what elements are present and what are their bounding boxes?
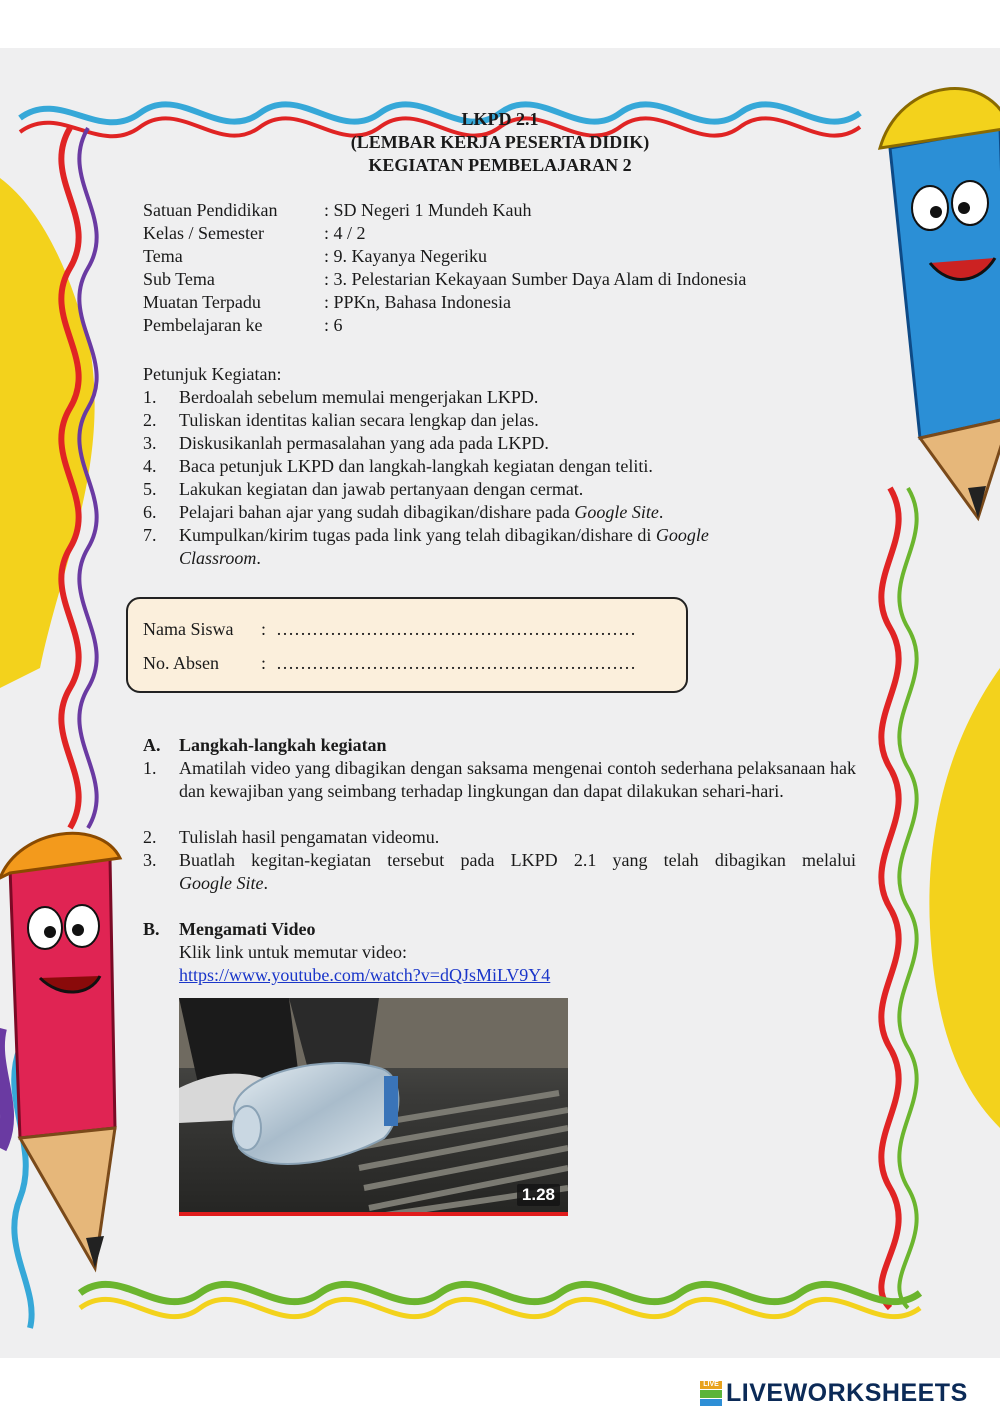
video-thumbnail-image xyxy=(179,998,568,1216)
instruction-text: Kumpulkan/kirim tugas pada link yang telah dibagikan/dishare di xyxy=(179,525,652,545)
identity-value: : 9. Kayanya Negeriku xyxy=(324,246,487,266)
instruction-text: Tuliskan identitas kalian secara lengkap dan jelas. xyxy=(179,410,539,430)
instruction-number: 6. xyxy=(143,502,157,522)
instruction-number: 3. xyxy=(143,433,157,453)
frame-right-wave xyxy=(881,488,898,1308)
identity-value: : 6 xyxy=(324,315,343,335)
instruction-number: 5. xyxy=(143,479,157,499)
identity-value: : PPKn, Bahasa Indonesia xyxy=(324,292,511,312)
identity-value: : SD Negeri 1 Mundeh Kauh xyxy=(324,200,532,220)
absen-colon: : xyxy=(261,653,267,673)
name-field[interactable]: …………………………………………………… xyxy=(276,619,636,639)
identity-value: : 4 / 2 xyxy=(324,223,366,243)
identity-label: Sub Tema xyxy=(143,269,215,289)
frame-bottom-wave xyxy=(80,1284,920,1301)
frame-bottom-wave-2 xyxy=(80,1299,920,1316)
step-italic: Google Site xyxy=(179,873,264,893)
identity-label: Tema xyxy=(143,246,183,266)
instruction-italic: Google Site xyxy=(574,502,659,522)
video-link[interactable]: https://www.youtube.com/watch?v=dQJsMiLV9Y4 xyxy=(179,965,551,985)
liveworksheets-badge-icon xyxy=(700,1380,722,1406)
step-item-cont xyxy=(179,872,268,895)
section-b-subtitle: Klik link untuk memutar video: xyxy=(179,942,407,962)
student-info-box xyxy=(126,597,688,693)
instruction-number: 2. xyxy=(143,410,157,430)
identity-label: Kelas / Semester xyxy=(143,223,264,243)
badge-text: LIVE xyxy=(700,1381,722,1389)
liveworksheets-logo[interactable] xyxy=(700,1378,968,1408)
identity-label: Satuan Pendidikan xyxy=(143,200,278,220)
section-b-title: Mengamati Video xyxy=(179,919,316,939)
instruction-italic: Classroom xyxy=(179,548,257,568)
title-lkpd: LKPD 2.1 xyxy=(461,109,539,129)
instruction-item xyxy=(179,524,709,547)
instruction-number: 4. xyxy=(143,456,157,476)
absen-label: No. Absen xyxy=(143,653,219,673)
step-text: Amatilah video yang dibagikan dengan saksama mengenai contoh sederhana pelaksanaan hak dan kewajiban yang seimbang terhadap lingkungan dan dapat dilakukan sehari-hari. xyxy=(179,758,856,801)
name-label: Nama Siswa xyxy=(143,619,234,639)
instruction-text: Pelajari bahan ajar yang sudah dibagikan/dishare pada xyxy=(179,502,570,522)
name-colon: : xyxy=(261,619,267,639)
instruction-number: 7. xyxy=(143,525,157,545)
section-a-title: Langkah-langkah kegiatan xyxy=(179,735,387,755)
step-number: 3. xyxy=(143,850,157,870)
step-text: Buatlah kegitan-kegiatan tersebut pada LKPD 2.1 yang telah dibagikan melalui xyxy=(179,850,856,870)
step-text: Tulislah hasil pengamatan videomu. xyxy=(179,827,440,847)
frame-right-wave-2 xyxy=(899,488,916,1308)
absen-field[interactable]: …………………………………………………… xyxy=(276,653,636,673)
instruction-italic: Google xyxy=(655,525,709,545)
instruction-item-cont xyxy=(179,547,261,570)
section-a-letter: A. xyxy=(143,735,161,755)
instruction-text: Diskusikanlah permasalahan yang ada pada LKPD. xyxy=(179,433,549,453)
instruction-tail: . xyxy=(256,548,261,568)
step-tail: . xyxy=(263,873,268,893)
identity-value: : 3. Pelestarian Kekayaan Sumber Daya Alam di Indonesia xyxy=(324,269,747,289)
title-lembar-kerja: (LEMBAR KERJA PESERTA DIDIK) xyxy=(350,132,650,152)
instruction-text: Baca petunjuk LKPD dan langkah-langkah kegiatan dengan teliti. xyxy=(179,456,653,476)
video-thumbnail[interactable] xyxy=(179,998,568,1216)
instruction-number: 1. xyxy=(143,387,157,407)
logo-text: LIVEWORKSHEETS xyxy=(726,1378,968,1407)
identity-label: Pembelajaran ke xyxy=(143,315,263,335)
worksheet-page xyxy=(0,48,1000,1358)
instruction-text: Lakukan kegiatan dan jawab pertanyaan dengan cermat. xyxy=(179,479,584,499)
section-b-letter: B. xyxy=(143,919,160,939)
instruction-tail: . xyxy=(658,502,664,522)
video-progress-bar xyxy=(179,1212,568,1216)
step-number: 1. xyxy=(143,758,157,778)
video-duration-badge: 1.28 xyxy=(517,1184,560,1206)
title-kegiatan: KEGIATAN PEMBELAJARAN 2 xyxy=(368,155,632,175)
identity-label: Muatan Terpadu xyxy=(143,292,261,312)
instruction-text: Berdoalah sebelum memulai mengerjakan LKPD. xyxy=(179,387,539,407)
step-number: 2. xyxy=(143,827,157,847)
instructions-title: Petunjuk Kegiatan: xyxy=(143,364,282,384)
instruction-item xyxy=(179,501,663,524)
frame-yellow-right xyxy=(929,668,1000,1128)
